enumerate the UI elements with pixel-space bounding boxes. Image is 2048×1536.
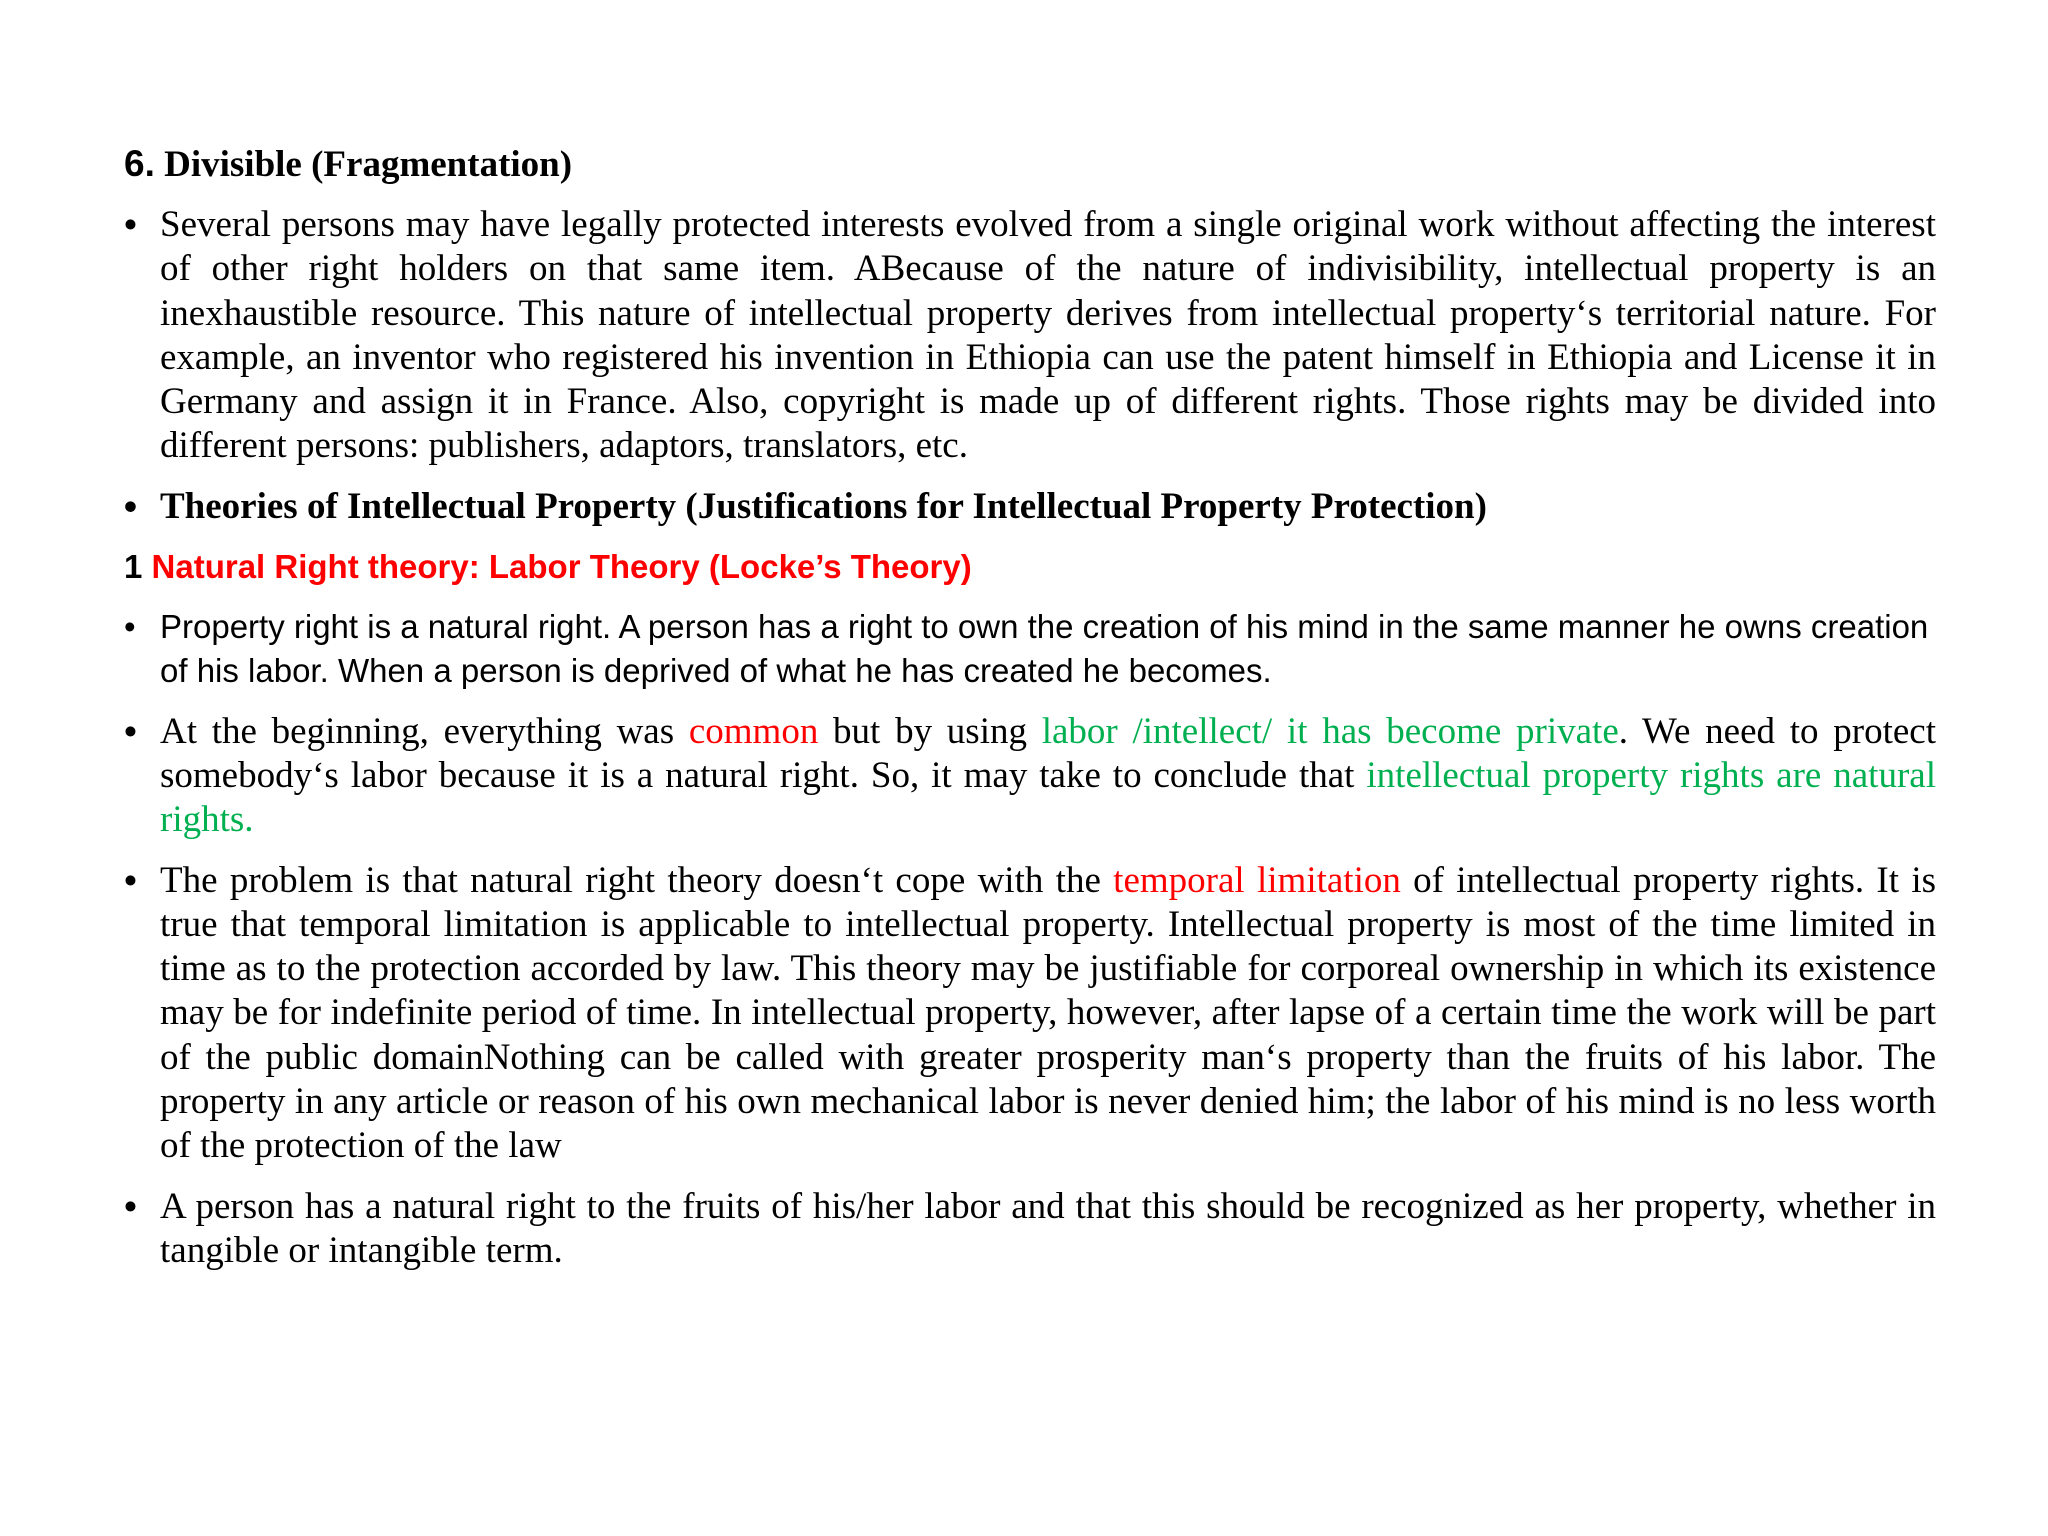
bullet-theories-heading [124, 485, 1936, 529]
highlight-labor-private: labor /intellect/ it has become private [1041, 710, 1619, 752]
bullet-beginning-common [124, 710, 1936, 843]
bullet-divisible [124, 203, 1936, 469]
bullet-temporal-limitation [124, 859, 1936, 1169]
highlight-temporal-limitation: temporal limitation [1113, 859, 1401, 901]
section-heading [124, 142, 1936, 187]
section-title: Divisible (Fragmentation) [164, 144, 573, 185]
bullet-text: Theories of Intellectual Property (Justifications for Intellectual Property Protection) [160, 485, 1487, 527]
text-segment: . We need to protect somebody‘s labor because it is a natural right. So, it may take to conclude that [160, 710, 1936, 796]
bullet-fruits-of-labor [124, 1185, 1936, 1274]
text-segment: The problem is that natural right theory doesn‘t cope with the [160, 859, 1114, 901]
highlight-natural-rights: intellectual property rights are natural rights. [160, 754, 1936, 841]
slide-content [124, 142, 1936, 1289]
bullet-text: Property right is a natural right. A person has a right to own the creation of his mind in the same manner he owns creation of his labor. When a person is deprived of what he has created he becomes. [160, 608, 1929, 690]
subheading-number: 1 [124, 548, 143, 586]
text-segment: but by using [818, 710, 1042, 752]
bullet-property-right [124, 605, 1936, 694]
highlight-common: common [688, 710, 819, 752]
text-segment: of intellectual property rights. It is true that temporal limitation is applicable to intellectual property. Intellectual property is most of the time limited in time as to the protection accorded by law. This theory may be justifiable for corporeal ownership in which its existence may be for indefinite period of time. In intellectual property, however, after lapse of a certain time the work will be part of the public domainNothing can be called with greater prosperity man‘s property than the fruits of his labor. The property in any article or reason of his own mechanical labor is never denied him; the labor of his mind is no less worth of the protection of the law [160, 859, 1937, 1167]
subheading-natural-right [124, 545, 1936, 589]
section-number: 6. [124, 143, 155, 184]
bullet-text: A person has a natural right to the fruits of his/her labor and that this should be recognized as her property, whether in tangible or intangible term. [160, 1185, 1936, 1271]
bullet-text: Several persons may have legally protected interests evolved from a single original work without affecting the interest of other right holders on that same item. ABecause of the nature of indivisibility, intellectual property is an inexhaustible resource. This nature of intellectual property derives from intellectual property‘s territorial nature. For example, an inventor who registered his invention in Ethiopia can use the patent himself in Ethiopia and License it in Germany and assign it in France. Also, copyright is made up of different rights. Those rights may be divided into different persons: publishers, adaptors, translators, etc. [160, 204, 1936, 467]
subheading-title: Natural Right theory: Labor Theory (Locke’s Theory) [151, 548, 972, 586]
text-segment: At the beginning, everything was [160, 710, 689, 752]
